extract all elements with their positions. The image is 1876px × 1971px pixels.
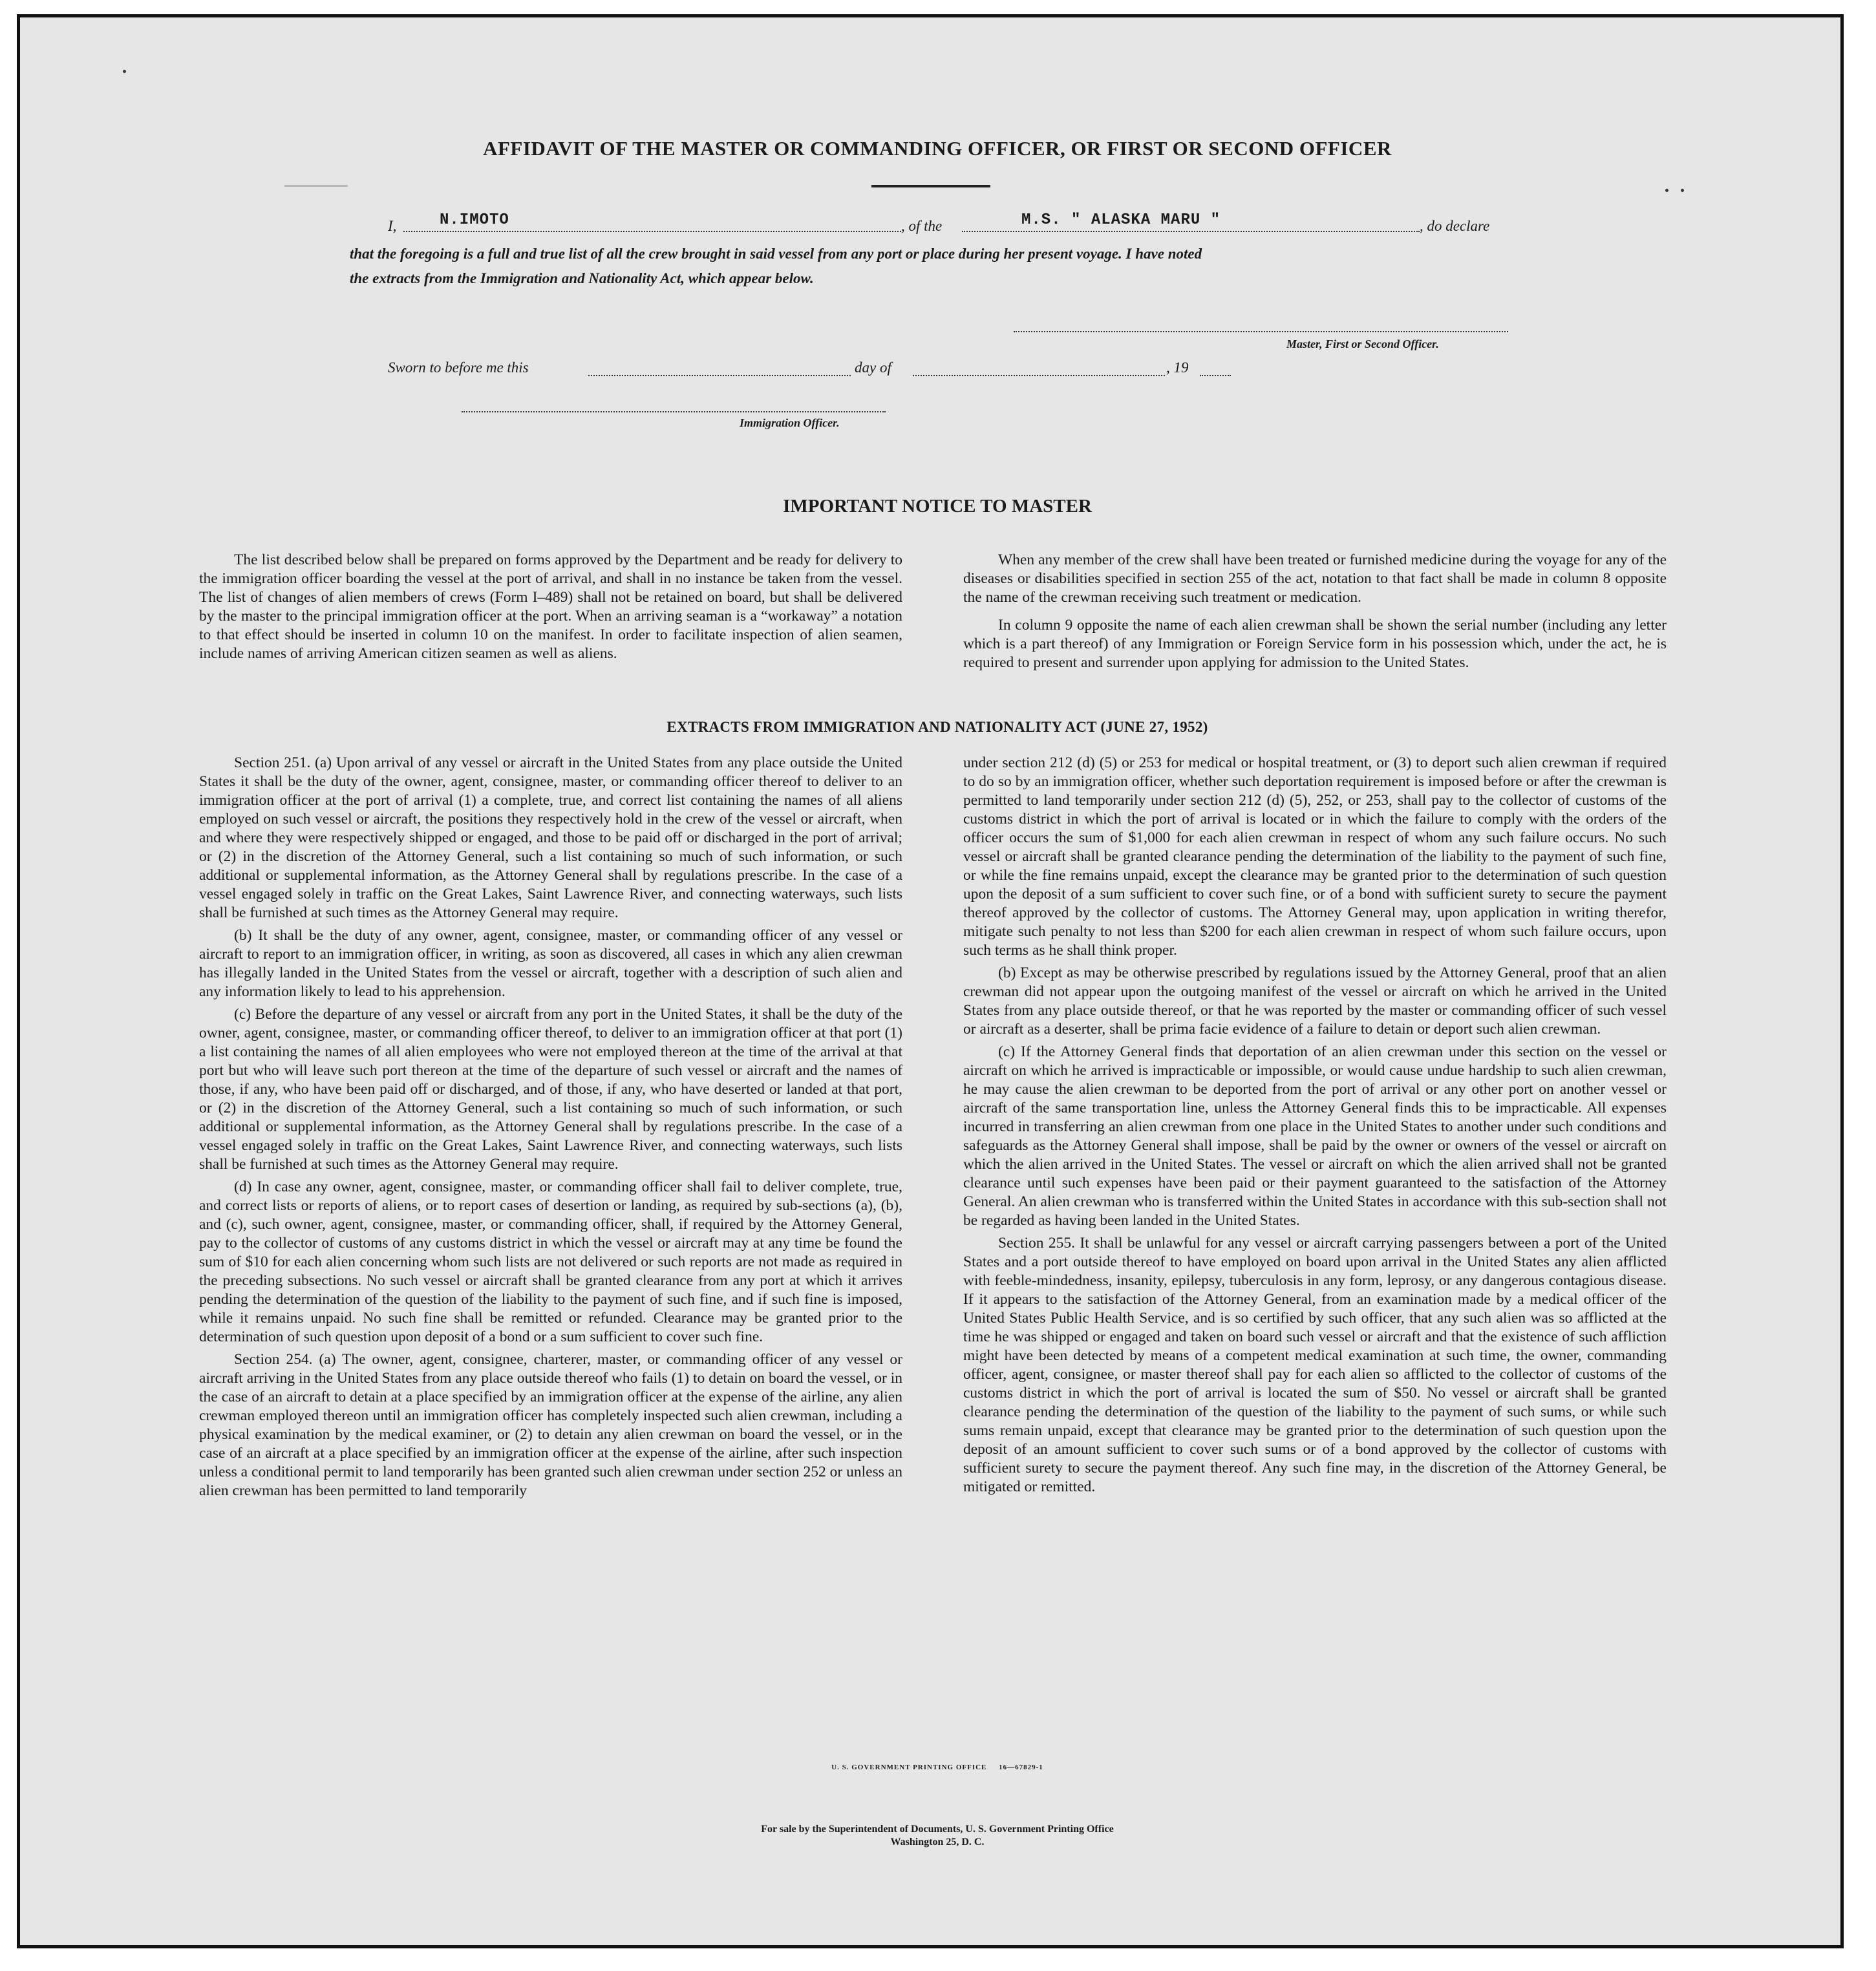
immigration-officer-label: Immigration Officer. xyxy=(740,416,840,429)
section-254-a: Section 254. (a) The owner, agent, consignee, charterer, master, or commanding officer of any vessel or aircraft arriving in the United States from any place outside thereof who fails (1) to detain on board the vessel, or in the case of an aircraft to detain at a place specified by an immigration officer at the expense of the airline, any alien crewman employed thereon until an immigration officer has completely inspected such alien crewman, including a physical examination by the medical examiner, or (2) to detain any alien crewman on board the vessel, or in the case of an aircraft at a place specified by an immigration officer at the expense of the airline, after such inspection unless a conditional permit to land temporarily has been granted such alien crewman under section 252 or unless an alien crewman has been permitted to land temporarily xyxy=(199,1351,902,1499)
section-255: Section 255. It shall be unlawful for any vessel or aircraft carrying passengers between a port of the United States and a port outside thereof to have employed on board upon arrival in the United States any alien afflicted with feeble-mindedness, insanity, epilepsy, tuberculosis in any form, leprosy, or any dangerous contagious disease. If it appears to the satisfaction of the Attorney General, from an examination made by a medical officer of the United States Public Health Service, and is so certified by such officer, that any such alien was so afflicted at the time he was shipped or engaged and taken on board such vessel or aircraft and that the existence of such affliction might have been detected by means of a competent medical examination at such time, the owner, commanding officer, agent, consignee, or master thereof shall pay for each alien so afflicted to the collector of customs of the customs district in which the port of arrival is located the sum of $50. No vessel or aircraft shall be granted clearance pending the determination of the question of the liability to the payment of such sums, or while such sums remain unpaid, except that clearance may be granted prior to the determination of such question upon the deposit of an amount sufficient to cover such sums or of a bond approved by the collector of customs with sufficient surety to secure the payment thereof. Any such fine may, in the discretion of the Attorney General, be mitigated or remitted. xyxy=(963,1235,1667,1495)
section-251-b: (b) It shall be the duty of any owner, agent, consignee, master, or commanding officer of any vessel or aircraft to report to an immigration officer, in writing, as soon as discovered, all cases in which any alien crewman has illegally landed in the United States from the vessel or aircraft, together with a description of such alien and any information likely to lead to his apprehension. xyxy=(199,927,902,1000)
sworn-month-field[interactable] xyxy=(913,375,1165,376)
master-signature-line[interactable] xyxy=(1014,331,1508,332)
sale-line-2: Washington 25, D. C. xyxy=(890,1837,985,1848)
declaration-statement-2: the extracts from the Immigration and Nationality Act, which appear below. xyxy=(350,270,814,286)
affidavit-title: AFFIDAVIT OF THE MASTER OR COMMANDING OFFICER, OR FIRST OR SECOND OFFICER xyxy=(483,137,1392,160)
section-254-b: (b) Except as may be otherwise prescribed by regulations issued by the Attorney General, proof that an alien crewman did not appear upon the outgoing manifest of the vessel or aircraft on which he arrived in the United States from any place outside thereof, or that he was reported by the master or commanding officer of such vessel or aircraft as a deserter, shall be prima facie evidence of a failure to detain or deport such alien crewman. xyxy=(963,964,1667,1038)
sworn-year-field[interactable] xyxy=(1200,375,1231,376)
do-declare-label: , do declare xyxy=(1420,218,1490,234)
notice-left-column xyxy=(199,551,902,667)
extracts-heading: EXTRACTS FROM IMMIGRATION AND NATIONALITY ACT (JUNE 27, 1952) xyxy=(666,719,1208,735)
vessel-name-value: M.S. " ALASKA MARU " xyxy=(1021,211,1221,229)
extracts-right-column xyxy=(963,754,1667,1500)
printing-office-line: U. S. GOVERNMENT PRINTING OFFICE 16—67829-1 xyxy=(831,1763,1043,1771)
section-254-c: (c) If the Attorney General finds that deportation of an alien crewman under this section on the vessel or aircraft on which he arrived is impracticable or impossible, or would cause undue hardship to such alien crewman, he may cause the alien crewman to be deported from the port of arrival or any other port on another vessel or aircraft of the same transportation line, unless the Attorney General finds this to be impracticable. All expenses incurred in transferring an alien crewman from one place in the United States to another under such conditions and safeguards as the Attorney General shall impose, shall be paid by the owner or owners of the vessel or aircraft on which the alien arrived in the United States. The vessel or aircraft on which the alien arrived shall not be granted clearance until such expenses have been paid or their payment guaranteed to the satisfaction of the Attorney General. An alien crewman who is transferred within the United States in accordance with this sub-section shall not be regarded as having been landed in the United States. xyxy=(963,1043,1667,1229)
notice-right-column xyxy=(963,551,1667,676)
notice-paragraph: When any member of the crew shall have been treated or furnished medicine during the voyage for any of the diseases or disabilities specified in section 255 of the act, notation to that fact shall be made in column 8 opposite the name of the crewman receiving such treatment or medication. xyxy=(963,551,1667,606)
declaration-statement-1: that the foregoing is a full and true list of all the crew brought in said vessel from any port or place during her present voyage. I have noted xyxy=(350,246,1202,262)
scan-speck xyxy=(1681,189,1684,192)
section-251-d: (d) In case any owner, agent, consignee, master, or commanding officer shall fail to deliver complete, true, and correct lists or reports of aliens, or to report cases of desertion or landing, as required by sub-sections (a), (b), and (c), such owner, agent, consignee, master, or commanding officer, shall, if required by the Attorney General, pay to the collector of customs of any customs district in which the vessel or aircraft may at any time be found the sum of $10 for each alien concerning whom such lists are not delivered or such reports are not made as required in the preceding subsections. No such vessel or aircraft shall be granted clearance from any port at which it arrives pending the determination of the question of the liability to the payment of such fine, and if such fine is imposed, while it remains unpaid. No such fine shall be remitted or refunded. Clearance may be granted prior to the determination of such question upon deposit of a bond or a sum sufficient to cover such fine. xyxy=(199,1178,902,1345)
section-251-c: (c) Before the departure of any vessel or aircraft from any port in the United States, it shall be the duty of the owner, agent, consignee, master, or commanding officer thereof, to deliver to an immigration officer at that port (1) a list containing the names of all alien employees who were not employed thereon at the time of the arrival at that port but who will leave such port thereon at the time of the departure of such vessel or aircraft and the names of those, if any, who have been paid off or discharged, and of those, if any, who have deserted or landed at that port, or (2) in the discretion of the Attorney General, such a list containing so much of such information, or such additional or supplemental information, as the Attorney General shall by regulations prescribe. In the case of a vessel engaged solely in traffic on the Great Lakes, Saint Lawrence River, and connecting waterways, such lists shall be furnished at such times as the Attorney General may require. xyxy=(199,1006,902,1173)
notice-paragraph: The list described below shall be prepared on forms approved by the Department and be ready for delivery to the immigration officer boarding the vessel at the port of arrival, and shall in no instance be taken from the vessel. The list of changes of alien members of crews (Form I–489) shall not be retained on board, but shall be delivered by the master to the principal immigration officer at the port. When an arriving seaman is a “workaway” a notation to that effect should be inserted in column 10 on the manifest. In order to facilitate inspection of alien seamen, include names of arriving American citizen seamen as well as aliens. xyxy=(199,551,902,662)
extracts-left-column xyxy=(199,754,902,1504)
scan-speck xyxy=(1665,189,1668,192)
notice-heading: IMPORTANT NOTICE TO MASTER xyxy=(783,496,1092,517)
year-label: , 19 xyxy=(1166,359,1189,376)
i-label: I, xyxy=(388,218,397,234)
day-of-label: day of xyxy=(855,359,891,376)
vessel-line xyxy=(962,231,1420,232)
sale-line-1: For sale by the Superintendent of Documents, U. S. Government Printing Office xyxy=(761,1824,1114,1835)
of-the-label: , of the xyxy=(901,218,943,234)
name-line xyxy=(403,231,901,232)
faint-mark xyxy=(284,185,348,187)
scan-speck xyxy=(123,70,126,73)
section-251-a: Section 251. (a) Upon arrival of any vessel or aircraft in the United States from any place outside the United States it shall be the duty of the owner, agent, consignee, master, or commanding officer thereof to deliver to an immigration officer at the port of arrival (1) a complete, true, and correct list containing the names of all aliens employed on such vessel or aircraft, the positions they respectively hold in the crew of the vessel or aircraft, when and where they were respectively shipped or engaged, and those to be paid off or discharged in the port of arrival; or (2) in the discretion of the Attorney General, such a list containing so much of such information, or such additional or supplemental information, as the Attorney General shall by regulations prescribe. In the case of a vessel engaged solely in traffic on the Great Lakes, Saint Lawrence River, and connecting waterways, such lists shall be furnished at such times as the Attorney General may require. xyxy=(199,754,902,921)
section-254-a-continued: under section 212 (d) (5) or 253 for medical or hospital treatment, or (3) to deport such alien crewman if required to do so by an immigration officer, whether such deportation requirement is imposed before or after the crewman is permitted to land temporarily under section 212 (d) (5), 252, or 253, shall pay to the collector of customs of the customs district in which the port of arrival is located or in which the failure to comply with the orders of the officer occurs the sum of $1,000 for each alien crewman in respect of whom any such failure occurs. No such vessel or aircraft shall be granted clearance pending the determination of the liability to the payment of such fine, or while the fine remains unpaid, except the clearance may be granted prior to the determination of such question upon the deposit of a sum sufficient to cover such fine, or of a bond with sufficient surety to secure the payment thereof approved by the collector of customs. The Attorney General may, upon application in writing therefor, mitigate such penalty to not less than $200 for each alien crewman in respect of whom such failure occurs, upon such terms as he shall think proper. xyxy=(963,754,1667,959)
sworn-day-field[interactable] xyxy=(588,375,851,376)
master-name-value: N.IMOTO xyxy=(440,211,509,229)
title-rule xyxy=(871,185,990,187)
sworn-label: Sworn to before me this xyxy=(388,359,529,376)
notice-paragraph: In column 9 opposite the name of each alien crewman shall be shown the serial number (including any letter which is a part thereof) of any Immigration or Foreign Service form in his possession which, under the act, he is required to present and surrender upon applying for admission to the United States. xyxy=(963,617,1667,671)
immigration-officer-signature-line[interactable] xyxy=(462,411,886,412)
master-signature-label: Master, First or Second Officer. xyxy=(1286,337,1439,350)
